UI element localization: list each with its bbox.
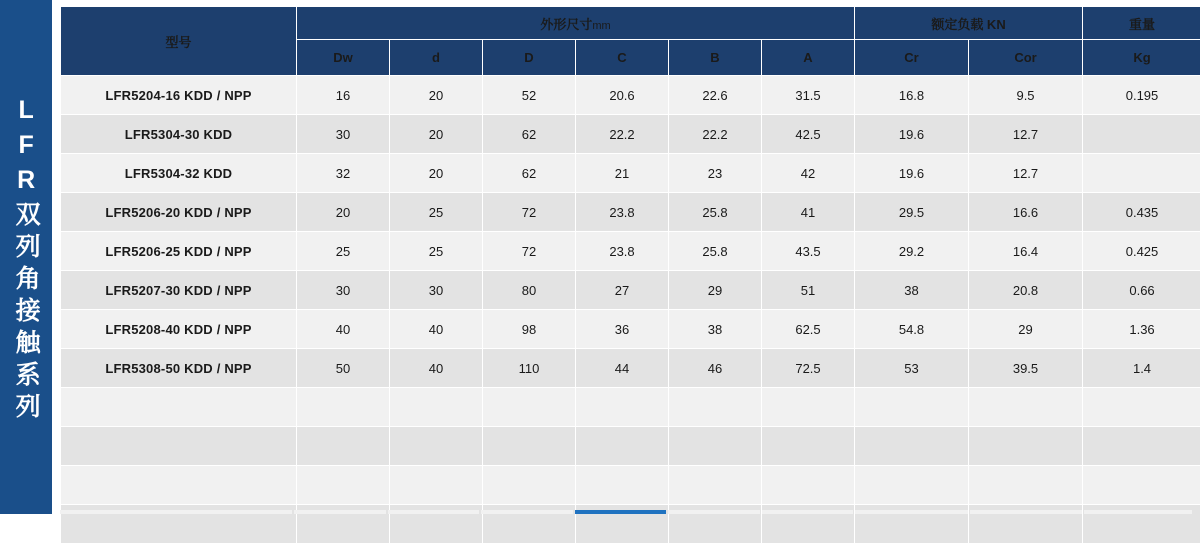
- table-row: [61, 271, 1200, 310]
- header-sub-d: d: [390, 40, 483, 76]
- cell-kg: 0.435: [1083, 193, 1200, 232]
- header-sub-D: D: [483, 40, 576, 76]
- header-dimensions-group: [297, 7, 855, 40]
- cell-d: 25: [390, 193, 483, 232]
- cell-cr: [855, 427, 969, 466]
- cell-model: LFR5304-32 KDD: [61, 154, 297, 193]
- cell-dw: 16: [297, 76, 390, 115]
- cell-dw: 50: [297, 349, 390, 388]
- side-banner: [0, 0, 52, 514]
- cell-cr: 54.8: [855, 310, 969, 349]
- cell-c: 44: [576, 349, 669, 388]
- cell-a: 42.5: [762, 115, 855, 154]
- cell-a: 31.5: [762, 76, 855, 115]
- cell-c: 27: [576, 271, 669, 310]
- cell-D: 52: [483, 76, 576, 115]
- cell-a: 51: [762, 271, 855, 310]
- cell-cor: 39.5: [969, 349, 1083, 388]
- table-row: [61, 310, 1200, 349]
- cell-dw: 25: [297, 232, 390, 271]
- cell-D: 98: [483, 310, 576, 349]
- cell-D: 72: [483, 232, 576, 271]
- cell-d: 20: [390, 115, 483, 154]
- header-dimensions-label: 外形尺寸: [540, 17, 592, 32]
- bottom-cell-dw: [294, 510, 386, 514]
- bottom-cell-d: [388, 510, 480, 514]
- cell-kg: 1.4: [1083, 349, 1200, 388]
- cell-model: [61, 466, 297, 505]
- bottom-cell-model: [60, 510, 292, 514]
- cell-b: [669, 388, 762, 427]
- cell-b: [669, 466, 762, 505]
- cell-c: [576, 427, 669, 466]
- cell-D: 62: [483, 154, 576, 193]
- bottom-cell-a: [762, 510, 854, 514]
- cell-model: LFR5208-40 KDD / NPP: [61, 310, 297, 349]
- header-sub-b: B: [669, 40, 762, 76]
- header-sub-dw: Dw: [297, 40, 390, 76]
- table-row: [61, 76, 1200, 115]
- cell-b: 38: [669, 310, 762, 349]
- cell-cor: [969, 466, 1083, 505]
- bottom-cell-cr: [855, 510, 967, 514]
- cell-cr: 53: [855, 349, 969, 388]
- cell-model: LFR5207-30 KDD / NPP: [61, 271, 297, 310]
- bottom-cell-D: [481, 510, 573, 514]
- spec-table: [60, 6, 1200, 544]
- cell-b: 25.8: [669, 193, 762, 232]
- cell-D: 72: [483, 193, 576, 232]
- header-sub-c: C: [576, 40, 669, 76]
- cell-kg: 0.66: [1083, 271, 1200, 310]
- header-weight-group: 重量: [1083, 7, 1200, 40]
- side-banner-label: LFR双列角接触系列: [13, 96, 39, 425]
- cell-kg: [1083, 154, 1200, 193]
- table-row: [61, 427, 1200, 466]
- table-row: [61, 388, 1200, 427]
- cell-b: 22.6: [669, 76, 762, 115]
- cell-cor: 16.6: [969, 193, 1083, 232]
- spec-table-container: [52, 0, 1200, 514]
- cell-c: 20.6: [576, 76, 669, 115]
- cell-b: 25.8: [669, 232, 762, 271]
- cell-a: [762, 427, 855, 466]
- table-row: [61, 154, 1200, 193]
- cell-c: 22.2: [576, 115, 669, 154]
- cell-cr: 16.8: [855, 76, 969, 115]
- cell-d: 20: [390, 76, 483, 115]
- cell-a: 62.5: [762, 310, 855, 349]
- table-row: [61, 115, 1200, 154]
- cell-D: 110: [483, 349, 576, 388]
- cell-kg: [1083, 388, 1200, 427]
- header-dimensions-unit: mm: [592, 20, 610, 32]
- cell-model: LFR5304-30 KDD: [61, 115, 297, 154]
- table-head: [61, 7, 1200, 76]
- cell-D: 80: [483, 271, 576, 310]
- cell-dw: 20: [297, 193, 390, 232]
- table-row: [61, 232, 1200, 271]
- bottom-cell-cor: [970, 510, 1082, 514]
- cell-b: [669, 427, 762, 466]
- cell-model: LFR5206-25 KDD / NPP: [61, 232, 297, 271]
- bottom-cell-b: [668, 510, 760, 514]
- cell-dw: 32: [297, 154, 390, 193]
- cell-dw: [297, 388, 390, 427]
- cell-cor: 9.5: [969, 76, 1083, 115]
- cell-cr: 19.6: [855, 154, 969, 193]
- cell-model: LFR5204-16 KDD / NPP: [61, 76, 297, 115]
- cell-cor: 20.8: [969, 271, 1083, 310]
- table-row: [61, 349, 1200, 388]
- bottom-cell-c-highlight: [575, 510, 667, 514]
- header-sub-cor: Cor: [969, 40, 1083, 76]
- cell-c: 36: [576, 310, 669, 349]
- header-load-group: 额定负载 KN: [855, 7, 1083, 40]
- cell-c: 23.8: [576, 193, 669, 232]
- cell-d: 30: [390, 271, 483, 310]
- cell-D: [483, 388, 576, 427]
- cell-d: 25: [390, 232, 483, 271]
- cell-c: 23.8: [576, 232, 669, 271]
- header-row-groups: [61, 7, 1200, 40]
- cell-kg: [1083, 466, 1200, 505]
- table-bottom-partial-row: [60, 510, 1192, 514]
- cell-cor: 12.7: [969, 154, 1083, 193]
- cell-b: 29: [669, 271, 762, 310]
- cell-model: LFR5206-20 KDD / NPP: [61, 193, 297, 232]
- cell-kg: 0.425: [1083, 232, 1200, 271]
- cell-a: [762, 466, 855, 505]
- header-model: 型号: [61, 7, 297, 76]
- cell-cr: 19.6: [855, 115, 969, 154]
- cell-cor: [969, 427, 1083, 466]
- cell-cor: [969, 388, 1083, 427]
- cell-kg: 0.195: [1083, 76, 1200, 115]
- bottom-cell-kg: [1084, 510, 1192, 514]
- cell-model: LFR5308-50 KDD / NPP: [61, 349, 297, 388]
- cell-dw: [297, 466, 390, 505]
- cell-b: 22.2: [669, 115, 762, 154]
- header-sub-cr: Cr: [855, 40, 969, 76]
- cell-cor: 16.4: [969, 232, 1083, 271]
- cell-b: 46: [669, 349, 762, 388]
- cell-d: 20: [390, 154, 483, 193]
- cell-d: [390, 427, 483, 466]
- cell-c: 21: [576, 154, 669, 193]
- cell-dw: 30: [297, 115, 390, 154]
- table-row: [61, 466, 1200, 505]
- cell-b: 23: [669, 154, 762, 193]
- cell-kg: [1083, 115, 1200, 154]
- cell-kg: 1.36: [1083, 310, 1200, 349]
- header-sub-a: A: [762, 40, 855, 76]
- cell-cor: 12.7: [969, 115, 1083, 154]
- cell-a: 72.5: [762, 349, 855, 388]
- cell-kg: [1083, 427, 1200, 466]
- cell-D: 62: [483, 115, 576, 154]
- cell-cr: 29.5: [855, 193, 969, 232]
- cell-d: 40: [390, 349, 483, 388]
- cell-cr: 29.2: [855, 232, 969, 271]
- cell-a: 42: [762, 154, 855, 193]
- cell-a: 41: [762, 193, 855, 232]
- cell-dw: [297, 427, 390, 466]
- header-sub-kg: Kg: [1083, 40, 1200, 76]
- table-row: [61, 193, 1200, 232]
- cell-cr: [855, 388, 969, 427]
- cell-model: [61, 388, 297, 427]
- cell-d: [390, 388, 483, 427]
- table-body: [61, 76, 1200, 544]
- cell-dw: 30: [297, 271, 390, 310]
- cell-model: [61, 427, 297, 466]
- cell-d: 40: [390, 310, 483, 349]
- cell-D: [483, 427, 576, 466]
- cell-cor: 29: [969, 310, 1083, 349]
- cell-dw: 40: [297, 310, 390, 349]
- cell-a: 43.5: [762, 232, 855, 271]
- cell-cr: 38: [855, 271, 969, 310]
- cell-c: [576, 388, 669, 427]
- cell-c: [576, 466, 669, 505]
- cell-d: [390, 466, 483, 505]
- cell-D: [483, 466, 576, 505]
- cell-cr: [855, 466, 969, 505]
- cell-a: [762, 388, 855, 427]
